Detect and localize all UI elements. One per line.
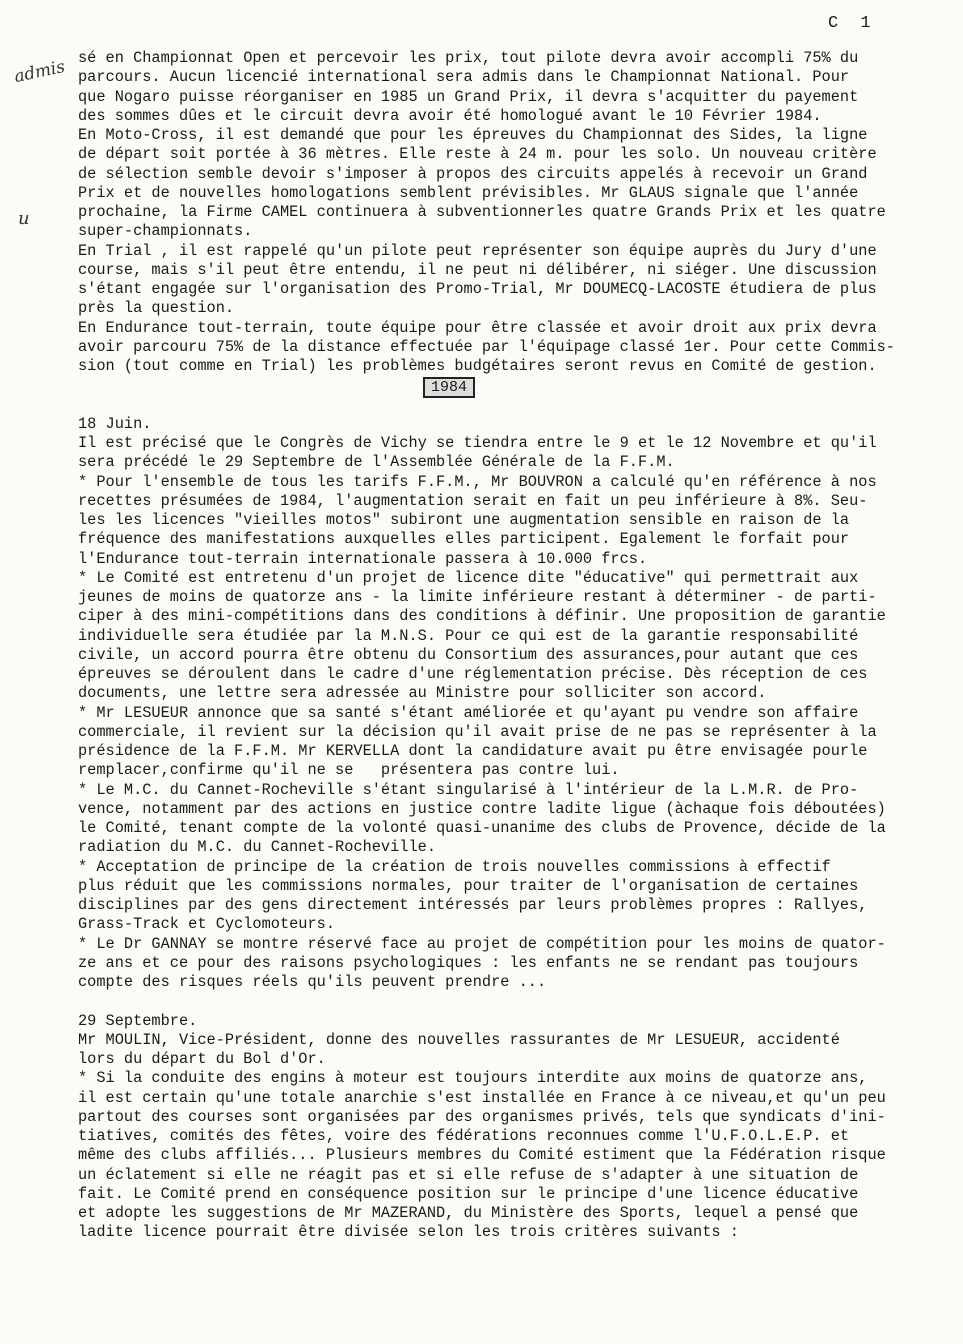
text-line: radiation du M.C. du Cannet-Rocheville. [78, 838, 437, 857]
text-line: course, mais s'il peut être entendu, il ne peut ni délibérer, ni siéger. Une discussion [78, 260, 877, 279]
text-line: Prix et de nouvelles homologations semblent prévisibles. Mr GLAUS signale que l'année [78, 183, 859, 202]
section-29-septembre [78, 1012, 940, 1243]
text-line: épreuves se déroulent dans le cadre d'une réglementation précise. Dès réception de ces [78, 665, 868, 683]
text-line: le Comité, tenant compte de la volonté quasi-unanime des clubs de Provence, décide de la [78, 819, 886, 837]
text-line: et adopte les suggestions de Mr MAZERAND, du Ministère des Sports, lequel a pensé que [78, 1204, 859, 1222]
text-line: Mr MOULIN, Vice-Président, donne des nouvelles rassurantes de Mr LESUEUR, accidenté [78, 1030, 840, 1049]
text-line: partout des courses sont organisées par des organismes privés, tels que syndicats d'ini- [78, 1107, 886, 1126]
text-line: près la question. [78, 299, 235, 318]
text-line: présidence de la F.F.M. Mr KERVELLA dont la candidature avait pu être envisagée pourle [78, 742, 868, 760]
text-line: parcours. Aucun licencié international sera admis dans le Championnat National. Pour [78, 68, 850, 87]
text-line: même des clubs affiliés... Plusieurs membres du Comité estiment que la Fédération risque [78, 1146, 886, 1165]
page-code: C 1 [828, 14, 877, 33]
text-line: il est certain qu'une totale anarchie s'est installée en France à ce niveau,et qu'un peu [78, 1088, 886, 1107]
text-line: ze ans et ce pour des raisons psychologiques : les enfants ne se rendant pas toujours [78, 953, 859, 972]
text-line: lors du départ du Bol d'Or. [78, 1050, 326, 1068]
text-line: compte des risques réels qu'ils peuvent prendre ... [78, 973, 547, 991]
text-line: 18 Juin. [78, 414, 152, 433]
text-line: avoir parcouru 75% de la distance effectuée par l'équipage classé 1er. Pour cette Commis- [78, 337, 895, 356]
text-line: Il est précisé que le Congrès de Vichy se tiendra entre le 9 et le 12 Novembre et qu'il [78, 434, 877, 452]
text-line: * Le Dr GANNAY se montre réservé face au projet de compétition pour les moins de quator- [78, 934, 886, 953]
text-line: sion (tout comme en Trial) les problèmes budgétaires seront revus en Comité de gestion. [78, 357, 877, 375]
year-heading: 1984 [423, 377, 475, 398]
text-line: tiatives, comités des fêtes, voire des fédérations reconnues comme l'U.F.O.L.E.P. et [78, 1127, 850, 1145]
year-heading-wrap [78, 376, 940, 395]
text-line: * Le Comité est entretenu d'un projet de licence dite "éducative" qui permettrait aux [78, 568, 859, 587]
text-line: Grass-Track et Cyclomoteurs. [78, 915, 336, 934]
text-line: l'Endurance tout-terrain internationale passera à 10.000 frcs. [78, 549, 648, 568]
text-line: * Mr LESUEUR annonce que sa santé s'étant améliorée et qu'ayant pu vendre son affaire [78, 703, 859, 722]
text-line: * Le M.C. du Cannet-Rocheville s'étant singularisé à l'intérieur de la L.M.R. de Pro- [78, 780, 859, 799]
text-line: sera précédé le 29 Septembre de l'Assemblée Générale de la F.F.M. [78, 453, 675, 472]
text-line: un éclatement si elle ne réagit pas et si elle refuse de s'adapter à une situation de [78, 1165, 859, 1184]
text-line: de sélection semble devoir s'imposer à propos des circuits appelés à recevoir un Grand [78, 164, 868, 183]
text-line: vence, notamment par des actions en justice contre ladite ligue (àchaque fois déboutées) [78, 799, 886, 818]
text-line: jeunes de moins de quatorze ans - la limite inférieure restant à déterminer - de parti- [78, 588, 877, 606]
text-line: des sommes dûes et le circuit devra avoir été homologué avant le 10 Février 1984. [78, 106, 822, 125]
text-line: les les licences "vieilles motos" subiront une augmentation sensible en raison de la [78, 511, 850, 529]
text-line: fréquence des manifestations auxquelles elles participent. Egalement le forfait pour [78, 530, 850, 549]
text-line: * Acceptation de principe de la création de trois nouvelles commissions à effectif [78, 857, 831, 876]
document-body [78, 49, 940, 1243]
text-line: s'étant engagée sur l'organisation des Promo-Trial, Mr DOUMECQ-LACOSTE étudiera de plus [78, 280, 877, 298]
text-line: de départ soit portée à 36 mètres. Elle reste à 24 m. pour les solo. Un nouveau critère [78, 145, 877, 164]
margin-note-admis: admis [12, 56, 67, 88]
text-line: ladite licence pourrait être divisée selon les trois critères suivants : [78, 1223, 739, 1242]
spacer [78, 992, 940, 1011]
text-line: * Pour l'ensemble de tous les tarifs F.F.M., Mr BOUVRON a calculé qu'en référence à nos [78, 472, 877, 491]
text-line: prochaine, la Firme CAMEL continuera à subventionnerles quatre Grands Prix et les quatre [78, 203, 886, 221]
text-line: disciplines par des gens directement intéressés par leurs problèmes propres : Rallyes, [78, 896, 868, 914]
margin-note-u: u [18, 208, 30, 229]
text-line: En Endurance tout-terrain, toute équipe pour être classée et avoir droit aux prix devra [78, 318, 877, 337]
text-line: recettes présumées de 1984, l'augmentation serait en fait un peu inférieure à 8%. Seu- [78, 491, 868, 510]
text-line: plus réduit que les commissions normales, pour traiter de l'organisation de certaines [78, 876, 859, 895]
section-motocross-trial [78, 49, 940, 376]
spacer [78, 396, 940, 415]
text-line: * Si la conduite des engins à moteur est toujours interdite aux moins de quatorze ans, [78, 1069, 868, 1088]
text-line: En Trial , il est rappelé qu'un pilote peut représenter son équipe auprès du Jury d'une [78, 241, 877, 260]
text-line: que Nogaro puisse réorganiser en 1985 un Grand Prix, il devra s'acquitter du payement [78, 87, 859, 106]
text-line: En Moto-Cross, il est demandé que pour les épreuves du Championnat des Sides, la ligne [78, 126, 868, 144]
text-line: documents, une lettre sera adressée au Ministre pour solliciter son accord. [78, 684, 767, 703]
text-line: sé en Championnat Open et percevoir les prix, tout pilote devra avoir accompli 75% du [78, 49, 859, 67]
text-line: super-championnats. [78, 222, 253, 241]
text-line: remplacer,confirme qu'il ne se présentera pas contre lui. [78, 761, 620, 780]
text-line: 29 Septembre. [78, 1011, 198, 1030]
text-line: individuelle sera étudiée par la M.N.S. Pour ce qui est de la garantie responsabilité [78, 626, 859, 645]
text-line: commerciale, il revient sur la décision qu'il avait prise de ne pas se représenter à la [78, 722, 877, 741]
text-line: ciper à des mini-compétitions dans des conditions à définir. Une proposition de garantie [78, 607, 886, 626]
text-line: civile, un accord pourra être obtenu du Consortium des assurances,pour autant que ces [78, 645, 859, 664]
text-line: fait. Le Comité prend en conséquence position sur le principe d'une licence éducative [78, 1184, 859, 1203]
section-18-juin [78, 415, 940, 993]
